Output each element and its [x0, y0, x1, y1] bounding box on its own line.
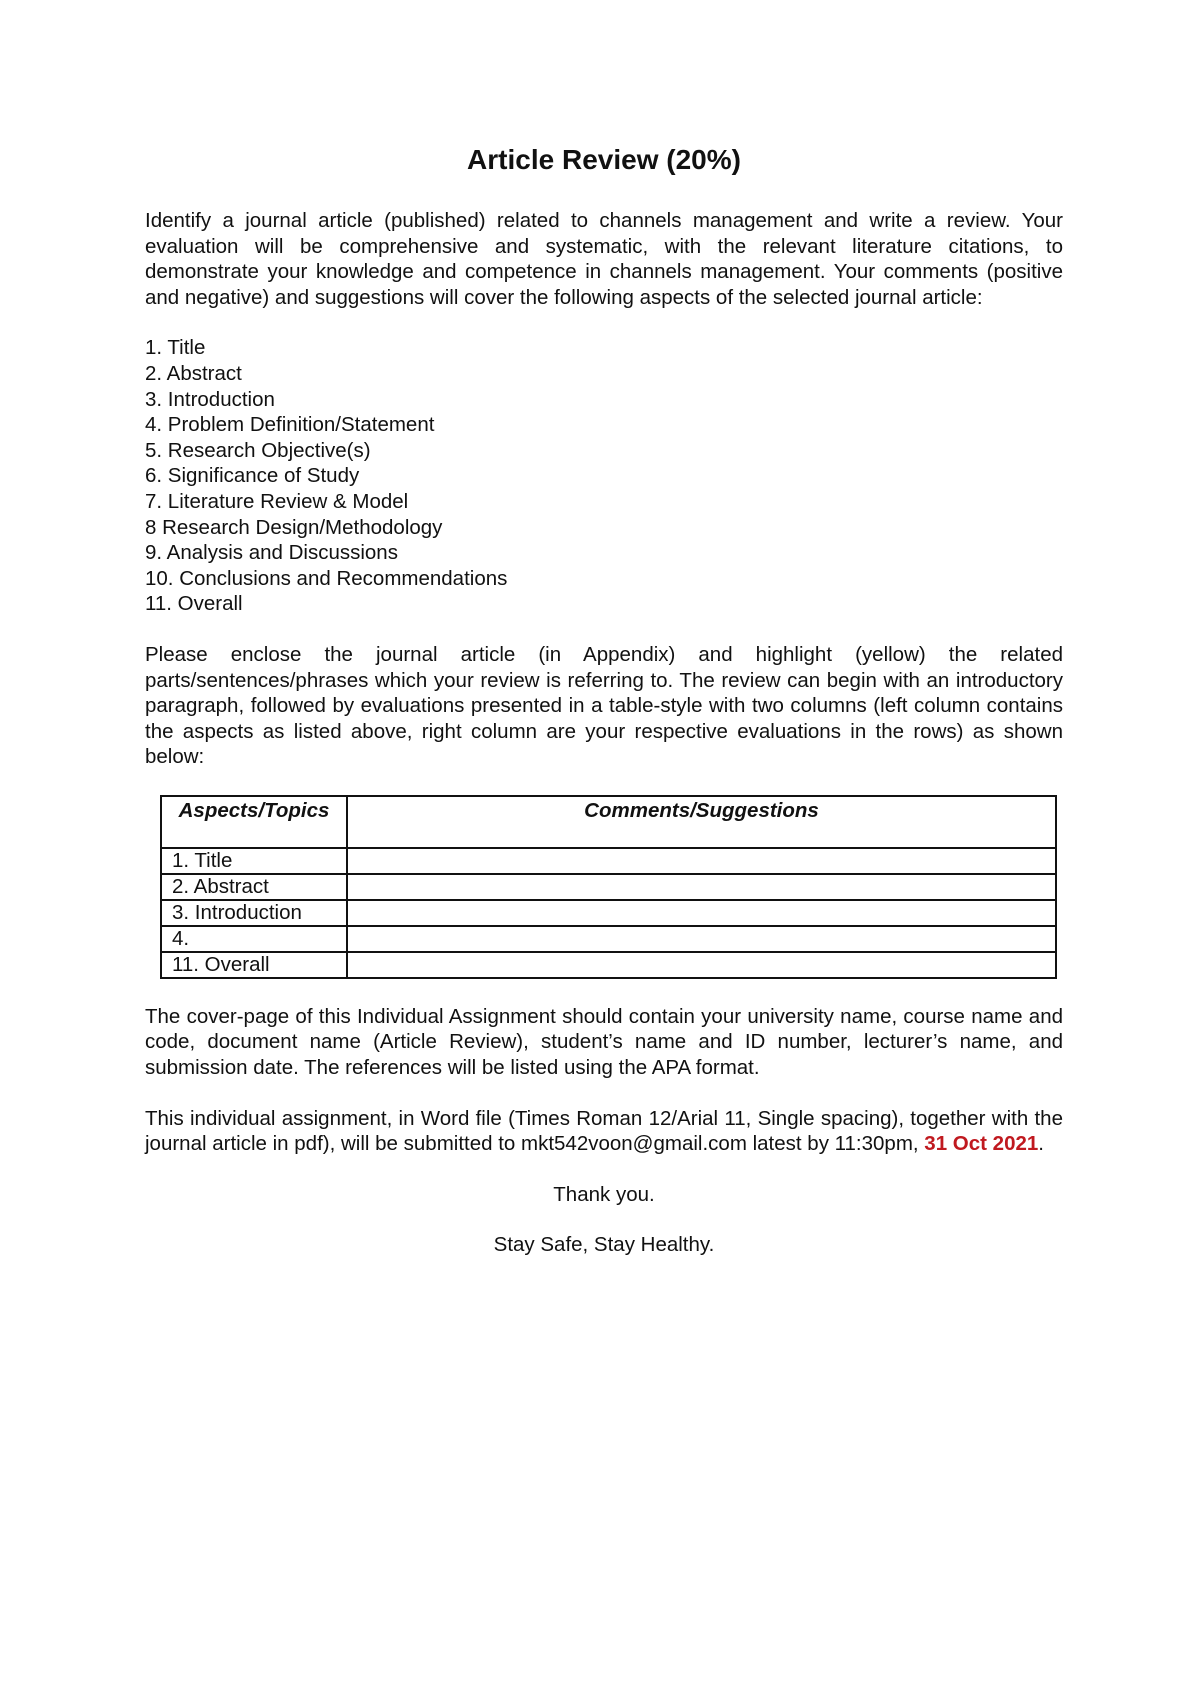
list-item: 7. Literature Review & Model: [145, 489, 409, 513]
list-item: 9. Analysis and Discussions: [145, 541, 398, 565]
comment-cell: [347, 874, 1056, 900]
document-title: Article Review (20%): [467, 144, 741, 175]
list-item: 2. Abstract: [145, 361, 242, 385]
column-header-comments: Comments/Suggestions: [347, 796, 1056, 848]
comment-cell: [347, 848, 1056, 874]
aspect-cell: 1. Title: [161, 848, 347, 874]
instructions-paragraph: Please enclose the journal article (in Appendix) and highlight (yellow) the related parts/sentences/phrases which your review is referring to. The review can begin with an introductory paragraph, followed by evaluations presented in a table-style with two columns (left column contains the aspects as listed above, right column are your respective evaluations in the rows) as shown below:: [145, 642, 1063, 769]
document-page: [145, 140, 1063, 1283]
list-item: 4. Problem Definition/Statement: [145, 413, 435, 437]
submission-paragraph: [145, 1106, 1063, 1157]
aspect-cell: 2. Abstract: [161, 874, 347, 900]
submission-text: This individual assignment, in Word file (Times Roman 12/Arial 11, Single spacing), together with the journal article in pdf), will be submitted to mkt542voon@gmail.com latest by 11:30pm,: [145, 1106, 1063, 1156]
table-row: [161, 874, 1056, 900]
list-item: 8 Research Design/Methodology: [145, 515, 443, 539]
list-item: 11. Overall: [145, 592, 243, 616]
table-row: [161, 952, 1056, 978]
comment-cell: [347, 900, 1056, 926]
intro-paragraph: Identify a journal article (published) related to channels management and write a review. Your evaluation will be comprehensive and systematic, with the relevant literature citations, to demonstrate your knowledge and competence in channels management. Your comments (positive and negative) and suggestions will cover the following aspects of the selected journal article:: [145, 209, 1063, 309]
table-row: [161, 900, 1056, 926]
aspects-list: [145, 335, 1063, 617]
aspect-cell: 4.: [161, 926, 347, 952]
submission-end: .: [1038, 1132, 1044, 1156]
list-item: 5. Research Objective(s): [145, 438, 371, 462]
list-item: 10. Conclusions and Recommendations: [145, 566, 508, 590]
table-row: [161, 848, 1056, 874]
list-item: 6. Significance of Study: [145, 464, 360, 488]
table-row: [161, 926, 1056, 952]
closing-line: Stay Safe, Stay Healthy.: [493, 1233, 715, 1257]
review-table: [160, 795, 1057, 979]
comment-cell: [347, 926, 1056, 952]
list-item: 1. Title: [145, 336, 206, 360]
aspect-cell: 11. Overall: [161, 952, 347, 978]
column-header-aspects: Aspects/Topics: [161, 796, 347, 848]
deadline-date: 31 Oct 2021: [924, 1132, 1039, 1156]
thank-you-line: Thank you.: [553, 1182, 655, 1206]
comment-cell: [347, 952, 1056, 978]
table-header-row: [161, 796, 1056, 848]
aspect-cell: 3. Introduction: [161, 900, 347, 926]
list-item: 3. Introduction: [145, 387, 275, 411]
cover-page-paragraph: The cover-page of this Individual Assignment should contain your university name, course name and code, document name (Article Review), student’s name and ID number, lecturer’s name, and submission date. The references will be listed using the APA format.: [145, 1004, 1063, 1080]
